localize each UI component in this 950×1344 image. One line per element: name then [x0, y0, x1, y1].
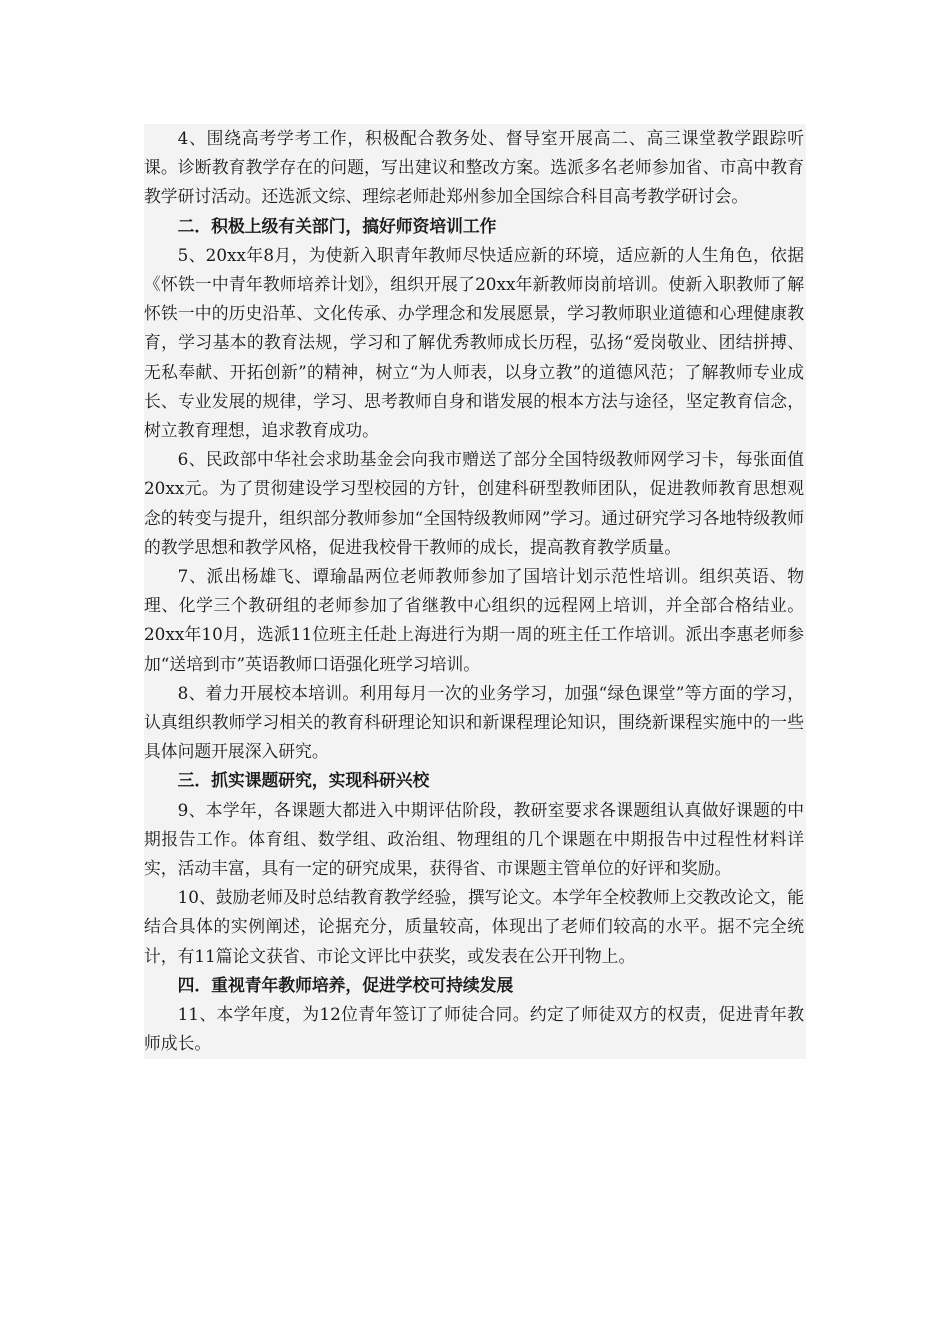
paragraph-9: 9、本学年，各课题大都进入中期评估阶段，教研室要求各课题组认真做好课题的中期报告工作。体育组、数学组、政治组、物理组的几个课题在中期报告中过程性材料详实，活动丰富，具有一定的研究成果，获得省、市课题主管单位的好评和奖励。 [144, 799, 804, 879]
section-heading-3: 三．抓实课题研究，实现科研兴校 [177, 770, 430, 791]
paragraph-8: 8、着力开展校本培训。利用每月一次的业务学习，加强“绿色课堂”等方面的学习，认真组织教师学习相关的教育科研理论知识和新课程理论知识，围绕新课程实施中的一些具体问题开展深入研究。 [144, 682, 804, 762]
paragraph-11: 11、本学年度，为12位青年签订了师徒合同。约定了师徒双方的权责，促进青年教师成长。 [144, 1004, 804, 1054]
section-heading-2: 二．积极上级有关部门，搞好师资培训工作 [177, 215, 497, 236]
paragraph-7: 7、派出杨雄飞、谭瑜晶两位老师教师参加了国培计划示范性培训。组织英语、物理、化学三个教研组的老师参加了省继教中心组织的远程网上培训，并全部合格结业。20xx年10月，选派11位班主任赴上海进行为期一周的班主任工作培训。派出李惠老师参加“送培到市”英语教师口语强化班学习培训。 [144, 566, 804, 674]
document-page [144, 124, 806, 1059]
paragraph-4: 4、围绕高考学考工作，积极配合教务处、督导室开展高二、高三课堂教学跟踪听课。诊断教育教学存在的问题，写出建议和整改方案。选派多名老师参加省、市高中教育教学研讨活动。还选派文综、理综老师赴郑州参加全国综合科目高考教学研讨会。 [144, 128, 804, 207]
paragraph-6: 6、民政部中华社会求助基金会向我市赠送了部分全国特级教师网学习卡，每张面值20xx元。为了贯彻建设学习型校园的方针，创建科研型教师团队，促进教师教育思想观念的转变与提升，组织部分教师参加“全国特级教师网”学习。通过研究学习各地特级教师的教学思想和教学风格，促进我校骨干教师的成长，提高教育教学质量。 [144, 449, 804, 557]
paragraph-10: 10、鼓励老师及时总结教育教学经验，撰写论文。本学年全校教师上交教改论文，能结合具体的实例阐述，论据充分，质量较高，体现出了老师们较高的水平。据不完全统计，有11篇论文获省、市论文评比中获奖，或发表在公开刊物上。 [144, 887, 804, 966]
paragraph-5: 5、20xx年8月，为使新入职青年教师尽快适应新的环境，适应新的人生角色，依据《怀铁一中青年教师培养计划》，组织开展了20xx年新教师岗前培训。使新入职教师了解怀铁一中的历史沿革、文化传承、办学理念和发展愿景，学习教师职业道德和心理健康教育，学习基本的教育法规，学习和了解优秀教师成长历程，弘扬“爱岗敬业、团结拼搏、无私奉献、开拓创新”的精神，树立“为人师表，以身立教”的道德风范；了解教师专业成长、专业发展的规律，学习、思考教师自身和谐发展的根本方法与途径，坚定教育信念，树立教育理想，追求教育成功。 [144, 244, 804, 441]
section-heading-4: 四．重视青年教师培养，促进学校可持续发展 [177, 974, 514, 995]
